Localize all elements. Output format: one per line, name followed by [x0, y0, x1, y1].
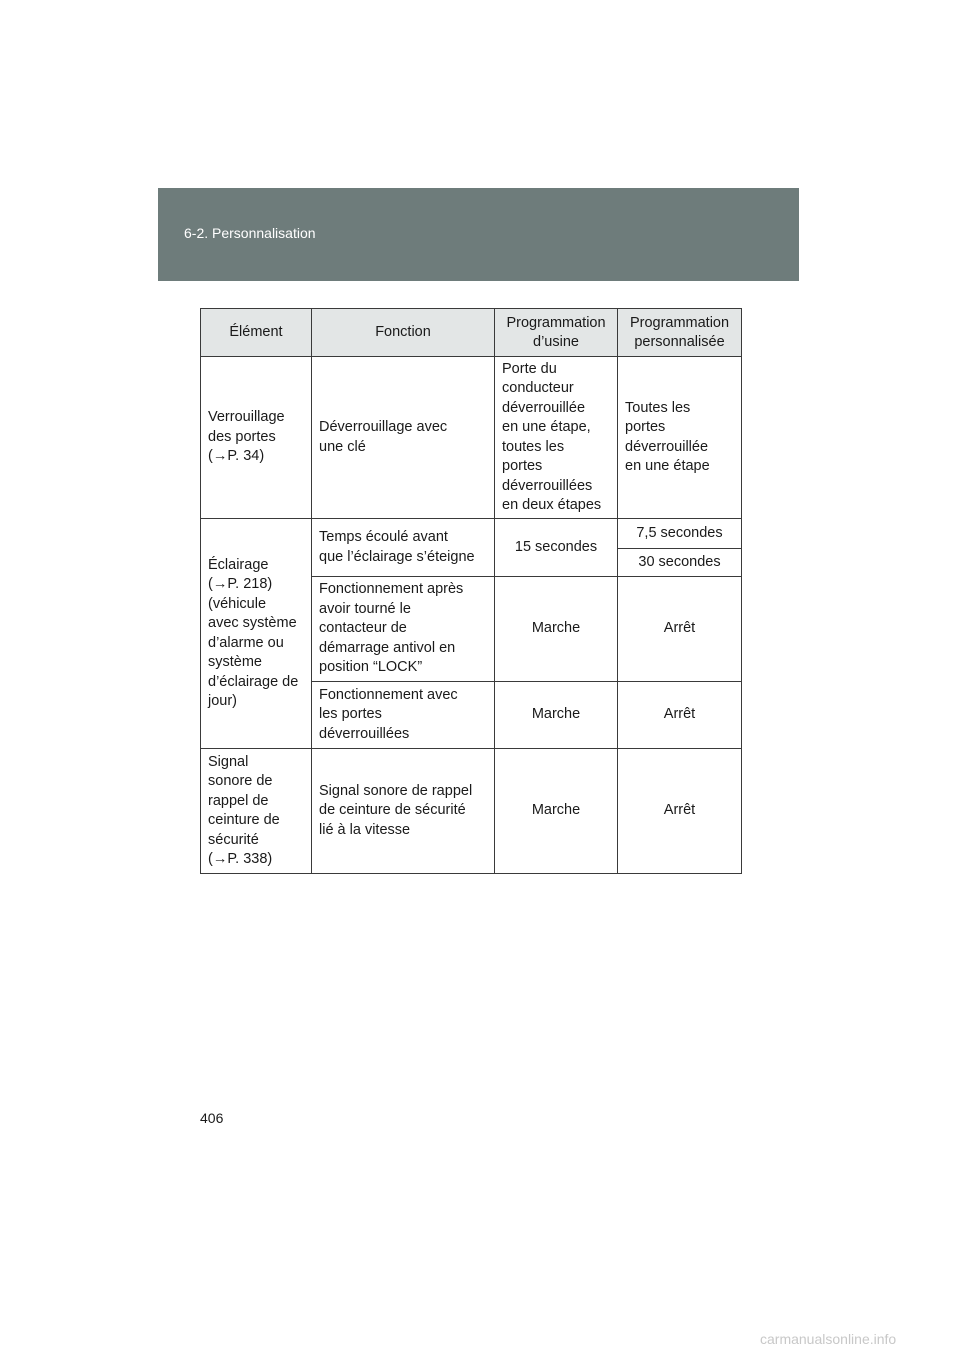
column-header-usine: [495, 309, 618, 357]
page-number: 406: [200, 1110, 224, 1126]
table-row: [201, 749, 742, 874]
cell-usine: Marche: [495, 749, 618, 874]
cell-fonction: Fonctionnement avec les portes déverrouillées: [312, 682, 495, 749]
table-header-row: [201, 309, 742, 357]
cell-usine: Marche: [495, 577, 618, 682]
column-header-perso-line: Programmation personnalisée: [629, 314, 730, 350]
column-header-element: Élément: [201, 309, 312, 357]
cell-usine: Porte du conducteur déverrouillée en une étape, toutes les portes déverrouillées en deux étapes: [495, 357, 618, 519]
cell-perso: Toutes les portes déverrouillée en une étape: [618, 357, 742, 519]
watermark: carmanualsonline.info: [760, 1331, 897, 1347]
table-row: [201, 519, 742, 549]
cell-perso: Arrêt: [618, 682, 742, 749]
section-title: 6-2. Personnalisation: [184, 225, 316, 241]
cell-element: Signal sonore de rappel de ceinture de sécurité (→P. 338): [201, 749, 312, 874]
table-row: [201, 357, 742, 519]
cell-usine: 15 secondes: [495, 519, 618, 577]
cell-element: Éclairage (→P. 218) (véhicule avec système d’alarme ou système d’éclairage de jour): [201, 519, 312, 749]
cell-perso-option: 30 secondes: [618, 549, 742, 577]
cell-fonction: Déverrouillage avec une clé: [312, 357, 495, 519]
column-header-fonction: Fonction: [312, 309, 495, 357]
cell-usine: Marche: [495, 682, 618, 749]
cell-perso-option: 7,5 secondes: [618, 519, 742, 549]
cell-perso: Arrêt: [618, 749, 742, 874]
column-header-perso: [618, 309, 742, 357]
cell-element: Verrouillage des portes (→P. 34): [201, 357, 312, 519]
cell-fonction: Fonctionnement après avoir tourné le contacteur de démarrage antivol en position “LOCK”: [312, 577, 495, 682]
cell-perso: Arrêt: [618, 577, 742, 682]
cell-fonction: Temps écoulé avant que l’éclairage s’éteigne: [312, 519, 495, 577]
section-header-band: [158, 188, 799, 281]
customization-table: [200, 308, 742, 874]
column-header-usine-line: Programmation d’usine: [506, 314, 606, 350]
cell-fonction: Signal sonore de rappel de ceinture de sécurité lié à la vitesse: [312, 749, 495, 874]
